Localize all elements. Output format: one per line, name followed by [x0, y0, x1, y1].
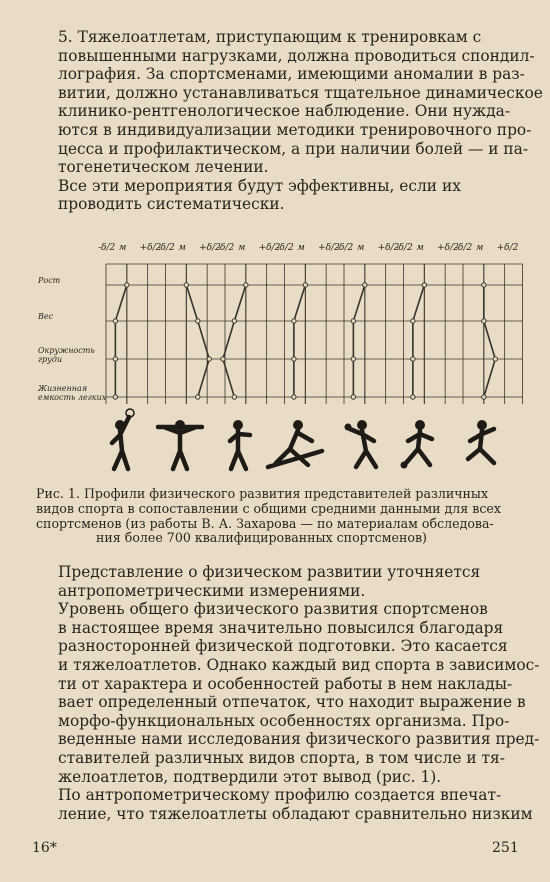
- profile-line: [484, 285, 495, 397]
- profile-point: [351, 395, 355, 399]
- tick-label: +δ/2: [258, 243, 281, 253]
- profile-line: [413, 285, 424, 397]
- profile-line: [353, 285, 364, 397]
- profile-point: [351, 357, 355, 361]
- profile-point: [221, 357, 225, 361]
- profile-line: [186, 285, 209, 397]
- tick-label: -δ/2: [98, 243, 116, 253]
- profile-point: [422, 283, 426, 287]
- profile-point: [411, 395, 415, 399]
- tick-label: м: [118, 243, 127, 253]
- text-line: веденные нами исследования физического развития пред-: [58, 730, 540, 749]
- text-line: разносторонней физической подготовки. Это касается: [58, 637, 508, 656]
- profile-point: [411, 357, 415, 361]
- text-line: лография. За спортсменами, имеющими аномалии в раз-: [58, 65, 525, 84]
- row-label: емкость легких: [38, 393, 107, 402]
- basketball-player-icon: [345, 420, 377, 467]
- text-line: морфо-функциональных особенностях организма. Про-: [58, 711, 510, 730]
- profile-line: [294, 285, 305, 397]
- tick-label: м: [237, 243, 246, 253]
- profile-point: [113, 395, 117, 399]
- caption-line: ния более 700 квалифицированных спортсменов): [96, 530, 427, 546]
- profile-point: [292, 319, 296, 323]
- profile-point: [113, 319, 117, 323]
- profile-point: [482, 319, 486, 323]
- text-line: ставителей различных видов спорта, в том числе и тя-: [58, 748, 505, 767]
- text-line: ление, что тяжелоатлеты обладают сравнительно низким: [58, 804, 533, 823]
- profile-line: [223, 285, 246, 397]
- tick-label: -δ/2: [395, 243, 413, 253]
- bottom-text-block: [58, 563, 540, 823]
- text-line: 5. Тяжелоатлетам, приступающим к тренировкам с: [58, 28, 482, 46]
- text-line: вает определенный отпечаток, что находит выражение в: [58, 693, 526, 712]
- text-line: цесса и профилактическом, а при наличии болей — и па-: [58, 139, 529, 158]
- profile-point: [232, 319, 236, 323]
- text-line: По антропометрическому профилю создается впечат-: [58, 786, 502, 805]
- text-line: ются в индивидуализации методики тренировочного про-: [58, 120, 532, 139]
- top-text-block: [58, 28, 543, 214]
- tick-label: +δ/2: [199, 243, 221, 253]
- text-line: проводить систематически.: [58, 195, 285, 214]
- skier-icon: [268, 420, 322, 467]
- text-line: ти от характера и особенностей работы в нем наклады-: [58, 674, 513, 693]
- tick-label: -δ/2: [217, 243, 235, 253]
- profile-point: [232, 395, 236, 399]
- tick-label: +δ/2: [437, 243, 459, 253]
- profile-point: [196, 395, 200, 399]
- row-label: груди: [38, 355, 63, 364]
- profile-point: [113, 357, 117, 361]
- text-line: Представление о физическом развитии уточняется: [58, 563, 481, 581]
- profile-point: [196, 319, 200, 323]
- row-label: Окружность: [38, 346, 95, 355]
- profile-point: [303, 283, 307, 287]
- tick-label: +δ/2: [496, 243, 519, 253]
- runner-icon: [468, 420, 494, 463]
- text-line: Все эти мероприятия будут эффективны, если их: [58, 176, 461, 195]
- text-line: клинико-рентгенологическое наблюдение. Они нужда-: [58, 102, 511, 121]
- text-line: витии, должно устанавливаться тщательное динамическое: [58, 83, 543, 102]
- profile-point: [351, 319, 355, 323]
- profile-point: [363, 283, 367, 287]
- text-line: Уровень общего физического развития спортсменов: [58, 600, 488, 619]
- profile-point: [482, 283, 486, 287]
- weightlifter-icon: [158, 420, 202, 469]
- volleyball-player-icon: [112, 409, 134, 469]
- tick-label: +δ/2: [377, 243, 400, 253]
- text-line: повышенными нагрузками, должна проводиться спондил-: [58, 46, 535, 65]
- tick-label: -δ/2: [336, 243, 354, 253]
- tick-label: м: [297, 243, 305, 253]
- caption-line: видов спорта в сопоставлении с общими средними данными для всех: [36, 500, 501, 516]
- profile-point: [125, 283, 129, 287]
- tick-label: м: [475, 243, 484, 253]
- text-line: в настоящее время значительно повысился благодаря: [58, 618, 504, 637]
- boxer-icon: [230, 420, 250, 469]
- profile-point: [493, 357, 497, 361]
- tick-label: м: [178, 243, 186, 253]
- tick-label: -δ/2: [455, 243, 473, 253]
- tick-label: -δ/2: [157, 243, 175, 253]
- text-line: желоатлетов, подтвердили этот вывод (рис. 1).: [58, 767, 442, 786]
- physical-development-profiles-figure: [38, 236, 520, 481]
- row-label: Жизненная: [38, 384, 88, 393]
- signature-mark: 16*: [32, 840, 57, 856]
- figure-caption: [36, 487, 518, 546]
- tick-label: -δ/2: [276, 243, 294, 253]
- tick-label: м: [416, 243, 424, 253]
- profile-point: [292, 357, 296, 361]
- tick-label: м: [356, 243, 365, 253]
- profile-point: [207, 357, 211, 361]
- text-line: антропометрическими измерениями.: [58, 581, 366, 600]
- caption-line: спортсменов (из работы В. А. Захарова — по материалам обследова-: [36, 515, 494, 531]
- row-label: Рост: [38, 276, 61, 285]
- profile-point: [482, 395, 486, 399]
- profile-point: [292, 395, 296, 399]
- profile-line: [115, 285, 126, 397]
- page-number: 251: [492, 840, 519, 856]
- caption-line: Рис. 1. Профили физического развития представителей различных: [36, 486, 489, 501]
- profile-point: [244, 283, 248, 287]
- text-line: и тяжелоатлетов. Однако каждый вид спорта в зависимос-: [58, 655, 540, 674]
- profile-point: [411, 319, 415, 323]
- profile-point: [184, 283, 188, 287]
- tick-label: +δ/2: [318, 243, 340, 253]
- footballer-icon: [401, 420, 433, 469]
- row-label: Вес: [38, 312, 54, 321]
- tick-label: +δ/2: [139, 243, 162, 253]
- text-line: тогенетическом лечении.: [58, 158, 269, 177]
